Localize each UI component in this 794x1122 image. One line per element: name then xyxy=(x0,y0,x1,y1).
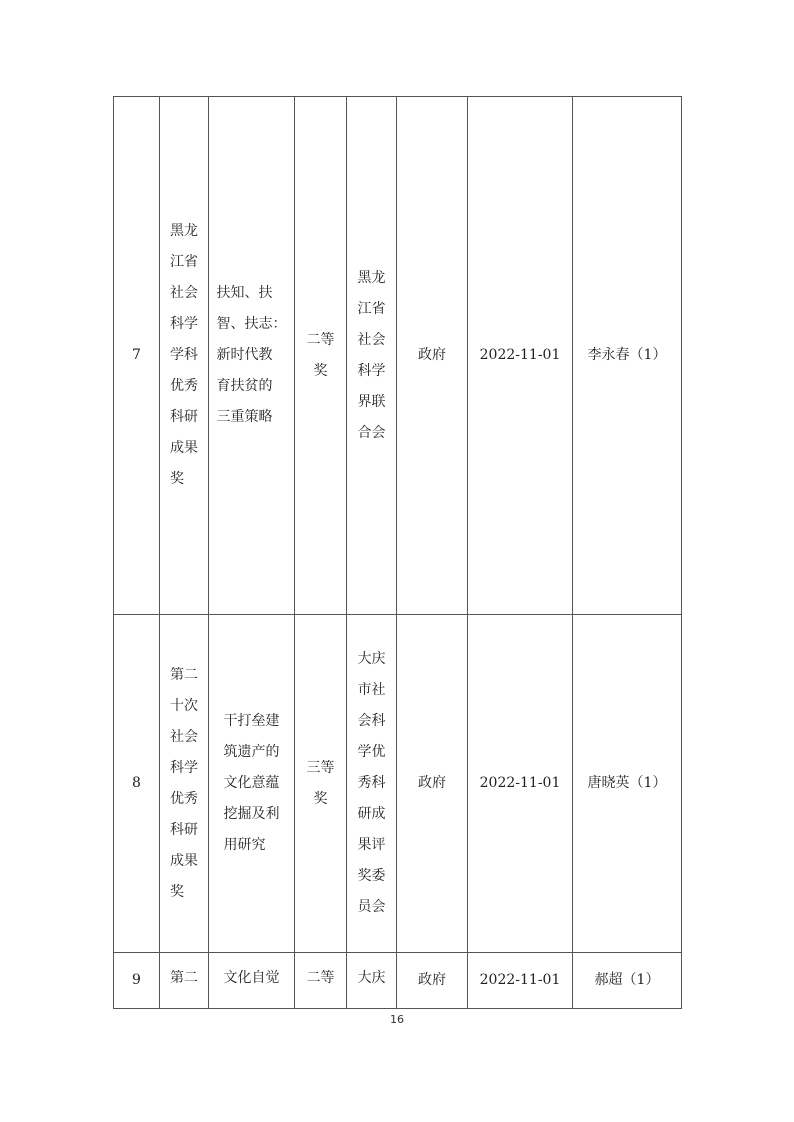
award-name: 第二 十次 社会 科学 优秀 科研 成果 奖 xyxy=(170,666,198,900)
award-name-cell xyxy=(160,97,209,615)
award-name-cell xyxy=(160,953,209,1009)
award-date: 2022-11-01 xyxy=(468,615,573,953)
award-level-cell xyxy=(295,953,347,1009)
award-date: 2022-11-01 xyxy=(468,97,573,615)
issuer-cell xyxy=(347,615,397,953)
row-number: 8 xyxy=(114,615,160,953)
row-number: 7 xyxy=(114,97,160,615)
awards-table xyxy=(113,96,682,1009)
award-date: 2022-11-01 xyxy=(468,953,573,1009)
award-category: 政府 xyxy=(397,615,468,953)
page-number: 16 xyxy=(390,1013,404,1026)
row-number: 9 xyxy=(114,953,160,1009)
award-level: 三等 奖 xyxy=(306,759,335,807)
achievement-title: 干打垒建 筑遗产的 文化意蕴 挖掘及利 用研究 xyxy=(223,713,280,853)
award-level: 二等 xyxy=(306,970,335,986)
award-level-cell xyxy=(295,97,347,615)
table-row xyxy=(114,953,682,1009)
award-level: 二等 奖 xyxy=(306,331,335,379)
achievement-title-cell xyxy=(209,953,295,1009)
winner-name: 郝超（1） xyxy=(573,953,682,1009)
award-name-cell xyxy=(160,615,209,953)
issuing-organization: 黑龙 江省 社会 科学 界联 合会 xyxy=(357,269,386,441)
award-name: 黑龙 江省 社会 科学 学科 优秀 科研 成果 奖 xyxy=(170,223,198,487)
winner-name: 李永春（1） xyxy=(573,97,682,615)
award-level-cell xyxy=(295,615,347,953)
issuing-organization: 大庆 市社 会科 学优 秀科 研成 果评 奖委 员会 xyxy=(357,651,386,915)
achievement-title: 扶知、扶 智、扶志： 新时代教 育扶贫的 三重策略 xyxy=(216,285,287,425)
issuing-organization: 大庆 xyxy=(357,970,386,986)
table-row xyxy=(114,615,682,953)
award-category: 政府 xyxy=(397,953,468,1009)
achievement-title-cell xyxy=(209,97,295,615)
award-category: 政府 xyxy=(397,97,468,615)
achievement-title: 文化自觉 xyxy=(223,970,280,986)
table-row xyxy=(114,97,682,615)
winner-name: 唐晓英（1） xyxy=(573,615,682,953)
award-name: 第二 xyxy=(170,970,198,986)
issuer-cell xyxy=(347,97,397,615)
issuer-cell xyxy=(347,953,397,1009)
achievement-title-cell xyxy=(209,615,295,953)
